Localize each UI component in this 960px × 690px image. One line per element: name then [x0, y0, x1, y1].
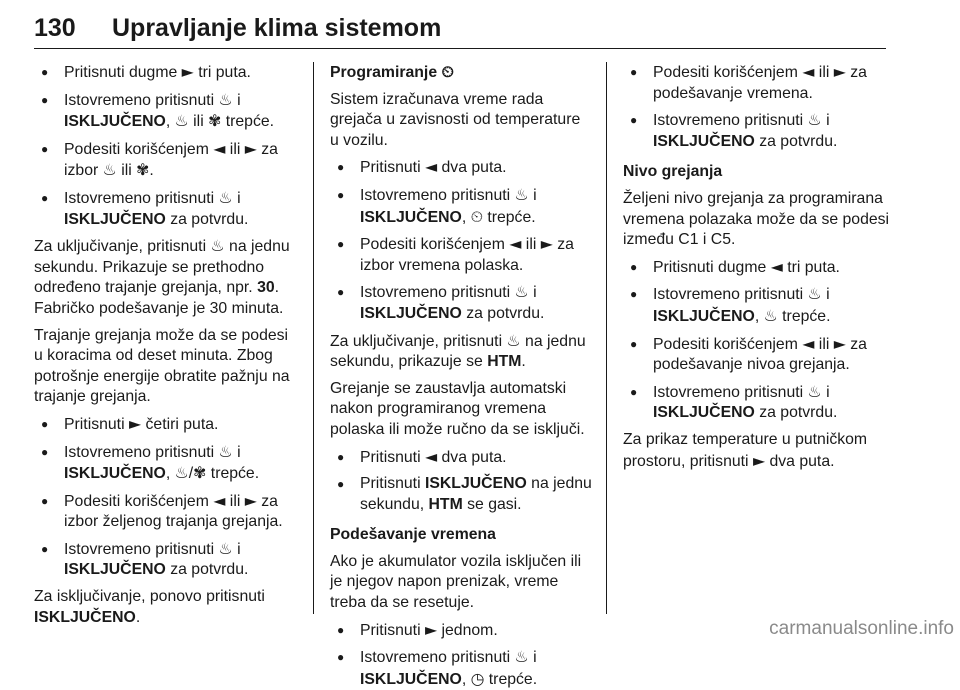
bullet-item: [623, 284, 891, 327]
text: Za isključivanje, ponovo pritisnuti: [34, 588, 265, 606]
text: ,: [165, 465, 175, 483]
right-arrow-icon: ►: [181, 62, 194, 81]
text: Ako je akumulator vozila isključen ili je njegov napon prenizak, vreme treba da se resetuje.: [330, 552, 582, 612]
text: tri puta.: [782, 258, 840, 276]
bullet-item: [330, 157, 592, 179]
text: za podešavanje vremena.: [653, 64, 867, 102]
right-arrow-icon: ►: [833, 62, 846, 81]
left-arrow-icon: ◄: [213, 490, 226, 510]
paragraph: [330, 552, 592, 614]
bullet-item: [330, 185, 592, 228]
fan-icon: ✾: [193, 463, 207, 483]
text: Za uključivanje, pritisnuti: [34, 238, 211, 256]
bold-text: ISKLJUČENO: [360, 208, 462, 226]
text: Istovremeno pritisnuti: [653, 383, 808, 401]
bold-text: ISKLJUČENO: [653, 307, 755, 325]
left-arrow-icon: ◄: [213, 138, 226, 158]
text: i: [528, 186, 537, 204]
text: se gasi.: [462, 495, 522, 513]
text: za potvrdu.: [165, 210, 249, 228]
text: ,: [165, 113, 175, 131]
text: i: [528, 284, 537, 302]
text: Podešavanje vremena: [330, 526, 496, 544]
watermark: carmanualsonline.info: [769, 618, 954, 639]
heater-icon: ♨: [174, 111, 189, 131]
heater-icon: ♨: [514, 282, 529, 302]
text: za izbor: [64, 140, 278, 180]
text: na jednu sekundu. Prikazuje se prethodno određeno trajanje grejanja, npr.: [34, 238, 290, 297]
page-header: [34, 8, 886, 49]
text: . Fabričko podešavanje je 30 minuta.: [34, 279, 284, 317]
text: i: [232, 540, 241, 558]
right-arrow-icon: ►: [752, 450, 766, 470]
bullet-item: [330, 474, 592, 515]
right-arrow-icon: ►: [833, 333, 846, 353]
text: ili: [814, 64, 834, 81]
text: dva puta.: [765, 452, 835, 470]
paragraph: [623, 430, 891, 472]
bold-text: ISKLJUČENO: [653, 132, 755, 150]
text: Istovremeno pritisnuti: [653, 286, 808, 304]
text: za izbor vremena polaska.: [360, 236, 574, 274]
text: Istovremeno pritisnuti: [64, 540, 219, 558]
text: Istovremeno pritisnuti: [360, 284, 515, 302]
bullet-item: [34, 90, 296, 133]
text: Istovremeno pritisnuti: [64, 91, 219, 109]
text: ili: [521, 236, 541, 254]
text: i: [821, 383, 830, 401]
text: i: [232, 189, 241, 207]
text: /: [188, 465, 194, 483]
bullet-item: [330, 234, 592, 276]
text: ili: [116, 162, 137, 180]
left-arrow-icon: ◄: [802, 62, 815, 81]
heater-icon: ♨: [102, 160, 117, 180]
bold-text: ISKLJUČENO: [653, 404, 755, 422]
bullet-item: [623, 110, 891, 152]
text: Istovremeno pritisnuti: [653, 112, 808, 130]
bold-text: ISKLJUČENO: [424, 475, 527, 493]
text: za potvrdu.: [461, 304, 545, 322]
heater-icon: ♨: [506, 330, 521, 350]
text: .: [521, 353, 526, 371]
text: jednom.: [437, 621, 498, 639]
bullet-item: [623, 334, 891, 376]
page-title: Upravljanje klima sistemom: [112, 14, 442, 42]
fan-icon: ✾: [136, 160, 150, 180]
bold-text: HTM: [428, 495, 463, 513]
text: Pritisnuti: [360, 448, 425, 466]
bold-text: ISKLJUČENO: [64, 210, 166, 228]
text: trepće.: [206, 465, 260, 483]
text: Istovremeno pritisnuti: [360, 649, 515, 667]
page-number: 130: [34, 14, 76, 42]
text: Pritisnuti: [360, 159, 425, 177]
column-divider: [606, 62, 607, 614]
paragraph: [34, 236, 296, 319]
left-arrow-icon: ◄: [802, 333, 815, 353]
text: Pritisnuti dugme: [64, 64, 182, 81]
text: trepće.: [777, 307, 831, 325]
timer-icon: ⏲: [470, 206, 483, 226]
heater-icon: ♨: [174, 463, 189, 483]
text: Za uključivanje, pritisnuti: [330, 332, 507, 350]
section-heading: [623, 162, 891, 183]
text: Istovremeno pritisnuti: [64, 443, 219, 461]
text: ili: [225, 492, 245, 510]
text: Za prikaz temperature u putničkom prostoru, pritisnuti: [623, 430, 868, 470]
text: ,: [461, 670, 471, 688]
text: i: [821, 286, 830, 304]
text: ili: [814, 335, 834, 353]
text: za potvrdu.: [165, 561, 249, 579]
text: Pritisnuti: [360, 621, 425, 639]
text: Grejanje se zaustavlja automatski nakon programiranog vremena polaska ili može ručno da se isključi.: [330, 379, 585, 438]
right-arrow-icon: ►: [540, 234, 553, 254]
heater-icon: ♨: [218, 89, 233, 109]
bullet-item: [34, 139, 296, 182]
text: Pritisnuti: [360, 475, 425, 493]
text: i: [821, 112, 830, 130]
bold-text: ISKLJUČENO: [64, 465, 166, 483]
text: četiri puta.: [141, 415, 219, 433]
text: ili: [188, 113, 209, 131]
bold-text: 30: [257, 279, 275, 297]
text: Podesiti korišćenjem: [653, 64, 803, 81]
bold-text: ISKLJUČENO: [64, 561, 166, 579]
text: ,: [754, 307, 764, 325]
text: Pritisnuti dugme: [653, 258, 771, 276]
text: trepće.: [221, 113, 275, 131]
bold-text: HTM: [487, 353, 522, 371]
bullet-item: [34, 491, 296, 533]
text: na jednu sekundu, prikazuje se: [330, 332, 586, 371]
text: .: [135, 608, 141, 626]
text: Sistem izračunava vreme rada grejača u zavisnosti od temperature u vozilu.: [330, 90, 581, 149]
paragraph: [330, 379, 592, 441]
section-heading: [330, 62, 592, 84]
text: trepće.: [484, 670, 538, 688]
text: Željeni nivo grejanja za programirana vremena polazaka može da se podesi između C1 i C5.: [623, 189, 890, 249]
text: na jednu sekundu,: [360, 475, 592, 513]
text: Podesiti korišćenjem: [64, 492, 214, 510]
bullet-item: [623, 382, 891, 424]
heater-icon: ♨: [807, 284, 822, 304]
text: dva puta.: [437, 448, 507, 466]
text: Podesiti korišćenjem: [653, 335, 803, 353]
heater-icon: ♨: [218, 441, 233, 461]
left-arrow-icon: ◄: [424, 446, 438, 466]
heater-icon: ♨: [218, 538, 233, 558]
bullet-item: [34, 188, 296, 230]
heater-icon: ♨: [218, 187, 233, 207]
text: i: [232, 443, 241, 461]
column-2: [330, 62, 592, 688]
paragraph: [34, 587, 296, 628]
right-arrow-icon: ►: [424, 619, 438, 639]
column-1: [34, 62, 296, 626]
text: i: [528, 649, 537, 667]
text: za podešavanje nivoa grejanja.: [653, 335, 867, 374]
text: za izbor željenog trajanja grejanja.: [64, 492, 283, 531]
paragraph: [34, 326, 296, 408]
text: Istovremeno pritisnuti: [64, 189, 219, 207]
bold-text: ISKLJUČENO: [34, 608, 136, 626]
heater-icon: ♨: [514, 647, 529, 667]
text: Podesiti korišćenjem: [360, 236, 510, 254]
paragraph: [330, 90, 592, 152]
bold-text: ISKLJUČENO: [360, 670, 462, 688]
bold-text: ISKLJUČENO: [64, 113, 166, 131]
text: Pritisnuti: [64, 415, 129, 433]
left-arrow-icon: ◄: [424, 157, 438, 177]
bullet-item: [330, 620, 592, 642]
bullet-item: [34, 414, 296, 436]
heater-icon: ♨: [807, 110, 822, 130]
text: .: [149, 162, 154, 180]
left-arrow-icon: ◄: [509, 234, 522, 254]
text: ,: [461, 208, 471, 226]
column-divider: [313, 62, 314, 614]
paragraph: [330, 331, 592, 373]
text: Nivo grejanja: [623, 163, 723, 181]
column-3: [623, 62, 891, 614]
right-arrow-icon: ►: [244, 138, 257, 158]
text: i: [232, 91, 241, 109]
text: za potvrdu.: [754, 404, 838, 422]
paragraph: [623, 189, 891, 251]
text: Trajanje grejanja može da se podesi u koracima od deset minuta. Zbog potrošnje energije obratite pažnju na trajanje grejanja.: [34, 326, 290, 406]
heater-icon: ♨: [807, 381, 822, 401]
right-arrow-icon: ►: [244, 490, 257, 510]
left-arrow-icon: ◄: [770, 256, 783, 276]
heater-icon: ♨: [210, 236, 225, 256]
bullet-item: [330, 647, 592, 690]
text: tri puta.: [193, 64, 251, 81]
text: Programiranje: [330, 64, 442, 81]
bullet-item: [330, 282, 592, 324]
right-arrow-icon: ►: [128, 413, 142, 433]
text: Podesiti korišćenjem: [64, 140, 214, 158]
timer-icon: ⏲: [441, 62, 454, 81]
section-heading: [330, 525, 592, 546]
bullet-item: [34, 539, 296, 581]
fan-icon: ✾: [208, 111, 222, 131]
bullet-item: [623, 62, 891, 104]
heater-icon: ♨: [514, 184, 529, 204]
bullet-item: [330, 447, 592, 469]
text: trepće.: [482, 208, 536, 226]
heater-icon: ♨: [763, 305, 778, 325]
text: dva puta.: [437, 159, 507, 177]
text: ili: [225, 140, 245, 158]
bullet-item: [34, 442, 296, 485]
text: Istovremeno pritisnuti: [360, 186, 515, 204]
bold-text: ISKLJUČENO: [360, 304, 462, 322]
text: za potvrdu.: [754, 132, 838, 150]
bullet-item: [34, 62, 296, 84]
bullet-item: [623, 257, 891, 279]
clock-icon: ◷: [470, 668, 485, 688]
